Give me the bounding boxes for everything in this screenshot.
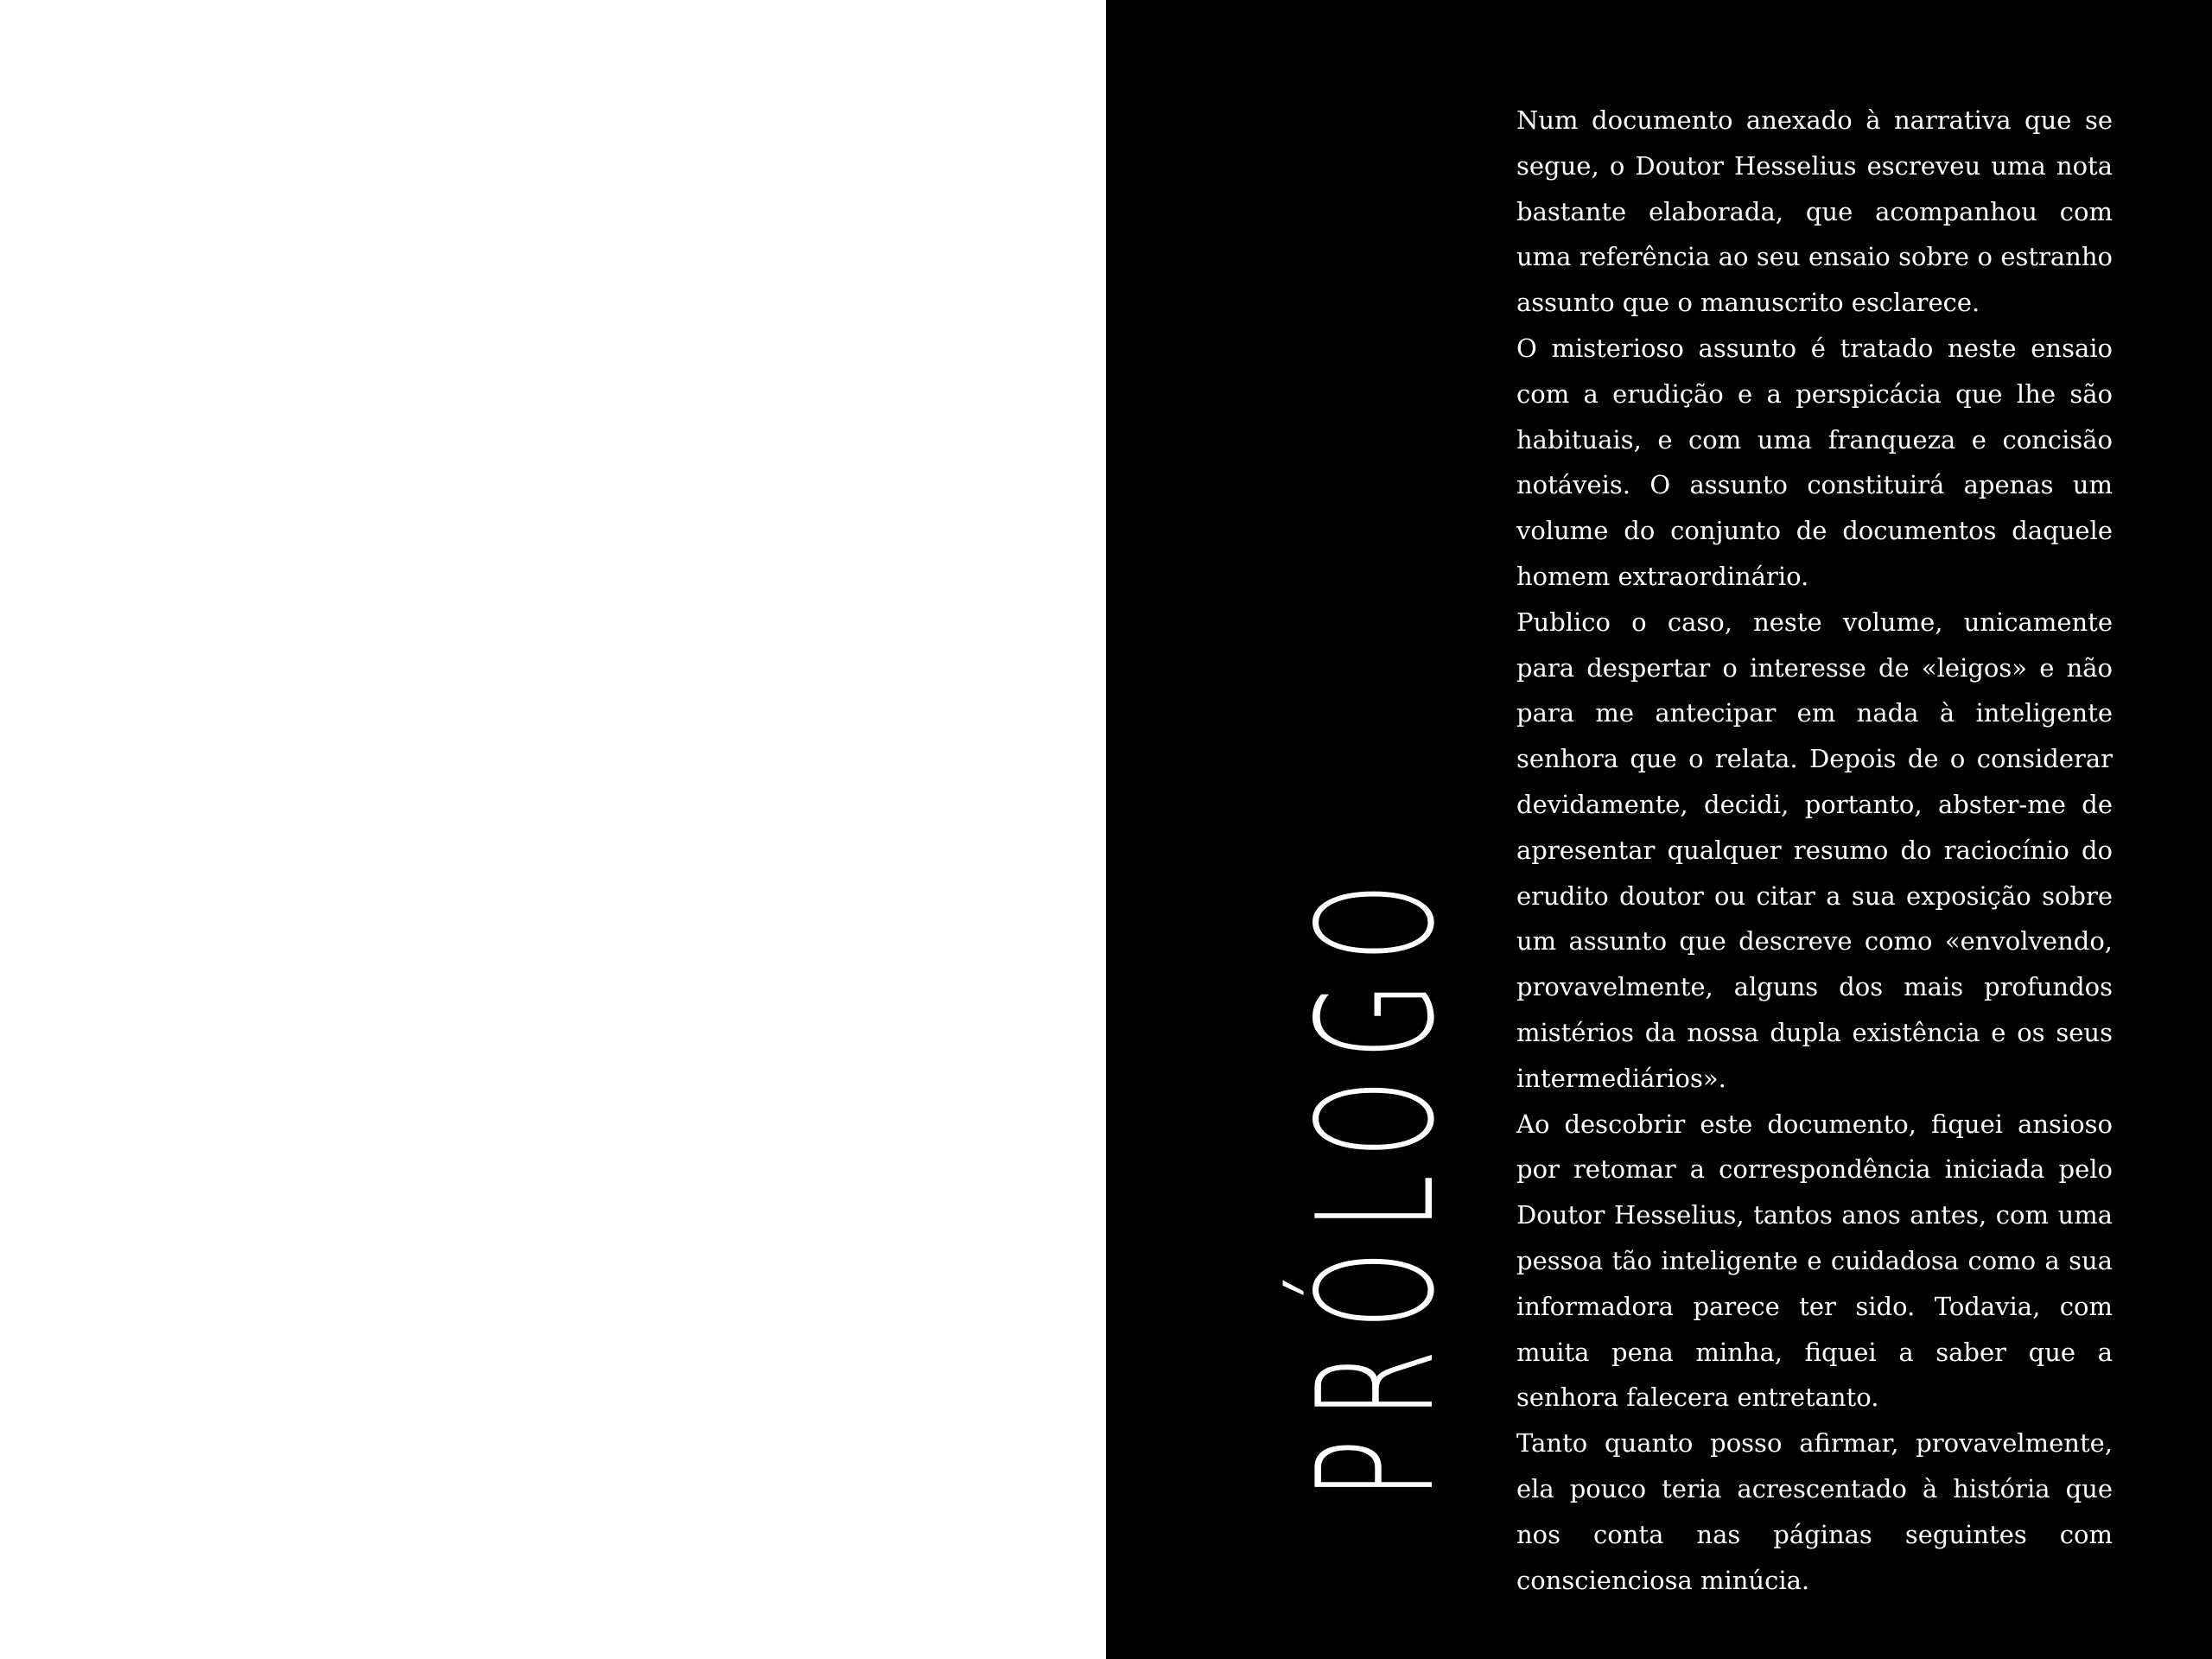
paragraph: O misterioso assunto é tratado neste ensaio com a erudição e a perspicácia que lhe são habituais, e com uma franqueza e concisão notáveis. O assunto constituirá apenas um volume do conjunto de documentos daquele homem extraordinário. [1516,333,2113,591]
paragraph: Tanto quanto posso afirmar, provavelmente, ela pouco teria acrescentado à história que nos conta nas páginas seguintes com conscienciosa minúcia. [1516,1428,2113,1595]
chapter-title: PRÓLOGO [1282,862,1470,1499]
prologue-body [1516,98,2113,1603]
paragraph: Publico o caso, neste volume, unicamente para despertar o interesse de «leigos» e não para me antecipar em nada à inteligente senhora que o relata. Depois de o considerar devidamente, decidi, portanto, abster-me de apresentar qualquer resumo do raciocínio do erudito doutor ou citar a sua exposição sobre um assunto que descreve como «envolvendo, provavelmente, alguns dos mais profundos mistérios da nossa dupla existência e os seus intermediários». [1516,607,2113,1093]
paragraph: Ao descobrir este documento, fiquei ansioso por retomar a correspondência iniciada pelo Doutor Hesselius, tantos anos antes, com uma pessoa tão inteligente e cuidadosa como a sua informadora parece ter sido. Todavia, com muita pena minha, fiquei a saber que a senhora falecera entretanto. [1516,1109,2113,1413]
paragraph: Num documento anexado à narrativa que se segue, o Doutor Hesselius escreveu uma nota bastante elaborada, que acompanhou com uma referência ao seu ensaio sobre o estranho assunto que o manuscrito esclarece. [1516,105,2113,318]
